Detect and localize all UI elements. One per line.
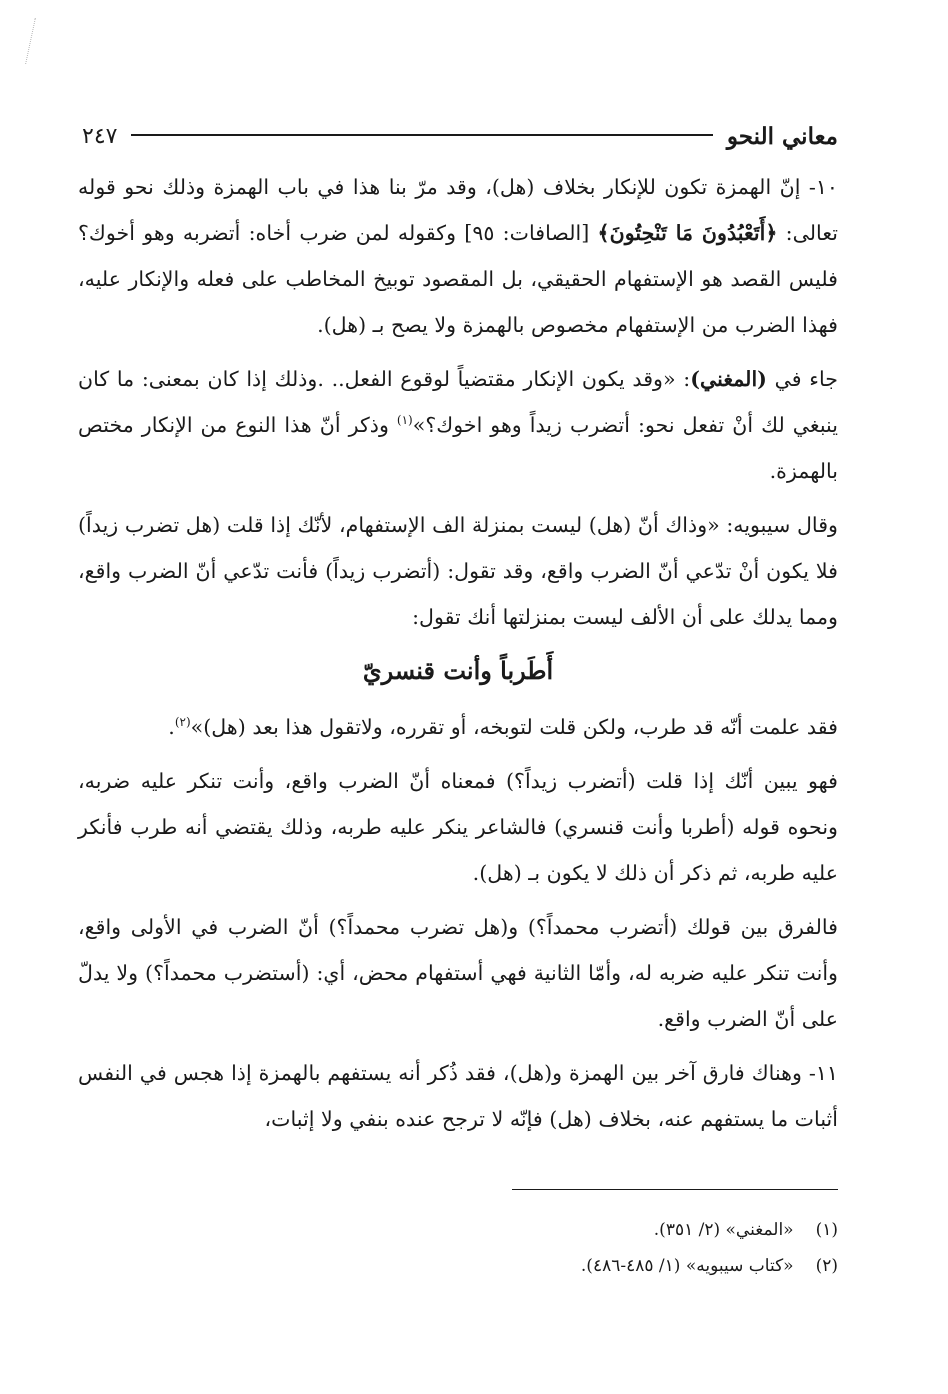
- footnote-separator: [512, 1189, 838, 1190]
- footnote-number: (١): [815, 1220, 838, 1240]
- footnote-text: «المغني» (٢/ ٣٥١).: [653, 1220, 794, 1240]
- footnotes: [78, 1212, 838, 1284]
- text-run: فهو يبين أنّك إذا قلت (أتضرب زيداً؟) فمعناه أنّ الضرب واقع، وأنت تنكر عليه ضربه، ونحوه قوله (أطربا وأنت قنسري) فالشاعر ينكر عليه طربه، وذلك يقتضي أنه طرب فأنكر عليه طربه، ثم ذكر أن ذلك لا يكون بـ (هل).: [78, 769, 838, 885]
- scan-edge-mark: [25, 18, 50, 64]
- body-text: [78, 164, 838, 1150]
- paragraph: [78, 704, 838, 750]
- text-run: .: [168, 715, 175, 739]
- quran-citation: ﴿أَتَعْبُدُونَ مَا تَنْحِتُونَ﴾: [597, 221, 778, 245]
- paragraph: [78, 1050, 838, 1142]
- header-rule: [131, 134, 712, 136]
- running-title: معاني النحو: [726, 123, 838, 150]
- text-run: فالفرق بين قولك (أتضرب محمداً؟) و(هل تضرب محمداً؟) أنّ الضرب في الأولى واقع، وأنت تنكر عليه ضربه له، وأمّا الثانية فهي أستفهام محض، أي: (أستضرب محمداً؟) ولا يدلّ على أنّ الضرب واقع.: [78, 915, 838, 1031]
- text-run: ١١- وهناك فارق آخر بين الهمزة و(هل)، فقد ذُكر أنه يستفهم بالهمزة إذا هجس في النفس أثبات ما يستفهم عنه، بخلاف (هل) فإنّه لا ترجح عنده بنفي ولا إثبات،: [78, 1061, 838, 1131]
- text-run: جاء في: [766, 367, 838, 391]
- text-run: أَطَرباً وأنت قنسريّ: [362, 656, 554, 685]
- source-title: (المغني): [690, 367, 767, 391]
- text-run: : «وقد يكون الإنكار مقتضياً لوقوع الفعل.. .وذلك إذا كان بمعنى: ما كان ينبغي لك أنْ تفعل نحو: أتضرب زيداً وهو اخوك؟»: [78, 367, 838, 437]
- text-run: ١٠- إنّ الهمزة تكون للإنكار بخلاف (هل)، وقد مرّ بنا هذا في باب الهمزة وذلك نحو قوله تعالى:: [78, 175, 838, 245]
- paragraph: [78, 164, 838, 348]
- footnote-text: «كتاب سيبويه» (١/ ٤٨٥-٤٨٦).: [580, 1256, 794, 1276]
- text-run: وقال سيبويه: «وذاك أنّ (هل) ليست بمنزلة الف الإستفهام، لأنّك إذا قلت (هل تضرب زيداً) فلا يكون أنْ تدّعي أنّ الضرب واقع، وقد تقول: (أتضرب زيداً) فأنت تدّعي أنّ الضرب واقع، ومما يدلك على أن الألف ليست بمنزلتها أنك تقول:: [78, 513, 839, 629]
- paragraph: [78, 502, 838, 640]
- footnote-number: (٢): [815, 1256, 838, 1276]
- footnote-ref: (٢): [174, 715, 191, 730]
- poetry-verse: [78, 648, 838, 694]
- text-run: [الصافات: ٩٥] وكقوله لمن ضرب أخاه: أتضربه وهو أخوك؟ فليس القصد هو الإستفهام الحقيقي، بل المقصود توبيخ المخاطب على فعله والإنكار عليه، فهذا الضرب من الإستفهام مخصوص بالهمزة ولا يصح بـ (هل).: [78, 221, 838, 337]
- footnote: [78, 1212, 838, 1248]
- footnote: [78, 1248, 838, 1284]
- page-header: [82, 108, 838, 148]
- paragraph: [78, 904, 838, 1042]
- paragraph: [78, 356, 838, 494]
- paragraph: [78, 758, 838, 896]
- text-run: وذكر أنّ هذا النوع من الإنكار مختص بالهمزة.: [78, 413, 838, 483]
- page-number: ٢٤٧: [82, 124, 118, 149]
- text-run: فقد علمت أنّه قد طرب، ولكن قلت لتوبخه، أو تقرره، ولاتقول هذا بعد (هل)»: [190, 715, 838, 739]
- footnote-ref: (١): [396, 413, 413, 428]
